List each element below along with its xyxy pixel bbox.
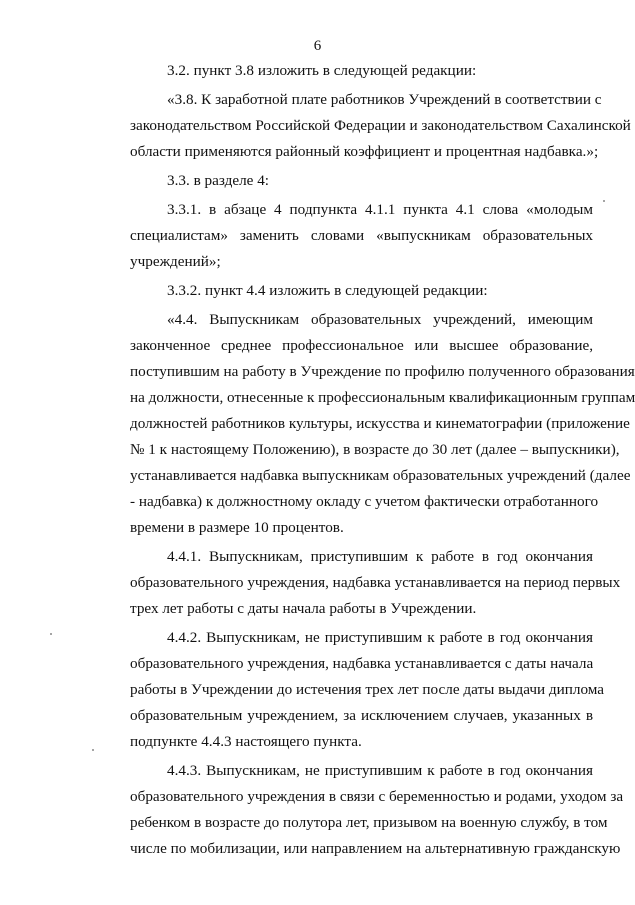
text-line: 3.3. в разделе 4: — [167, 172, 270, 189]
text-line: 3.3.2. пункт 4.4 изложить в следующей редакции: — [167, 282, 488, 299]
text-line: 3.3.1. в абзаце 4 подпункта 4.1.1 пункта 4.1 слова «молодым — [167, 201, 593, 218]
text-line: подпункте 4.4.3 настоящего пункта. — [130, 733, 362, 750]
paragraph-4-4-1 — [93, 544, 621, 622]
text-line: 4.4.2. Выпускникам, не приступившим к работе в год окончания — [167, 629, 593, 646]
text-line: «4.4. Выпускникам образовательных учреждений, имеющим — [167, 311, 593, 328]
text-line: должностей работников культуры, искусства и кинематографии (приложение — [130, 415, 630, 432]
text-line: работы в Учреждении до истечения трех лет после даты выдачи диплома — [130, 681, 605, 698]
text-line: числе по мобилизации, или направлением на альтернативную гражданскую — [130, 840, 621, 857]
text-line: образовательного учреждения, надбавка устанавливается с даты начала — [130, 655, 594, 672]
paragraph-3-3-2 — [93, 278, 593, 304]
scan-speck — [603, 200, 605, 202]
paragraph-3-3 — [93, 168, 593, 194]
text-line: 3.2. пункт 3.8 изложить в следующей редакции: — [167, 62, 477, 79]
text-line: 4.4.3. Выпускникам, не приступившим к работе в год окончания — [167, 762, 593, 779]
text-line: образовательного учреждения, надбавка устанавливается на период первых — [130, 574, 621, 591]
text-line: учреждений»; — [130, 253, 221, 270]
paragraph-3-8 — [93, 87, 631, 165]
page-number: 6 — [313, 38, 322, 54]
scan-speck — [50, 633, 52, 635]
text-line: образовательного учреждения в связи с беременностью и родами, уходом за — [130, 788, 624, 805]
text-line: «3.8. К заработной плате работников Учреждений в соответствии с — [167, 91, 602, 108]
scan-speck — [92, 749, 94, 751]
paragraph-4-4-3 — [93, 758, 624, 862]
text-line: на должности, отнесенные к профессиональным квалификационным группам — [130, 389, 635, 406]
text-line: законодательством Российской Федерации и законодательством Сахалинской — [130, 117, 631, 134]
text-line: ребенком в возрасте до полутора лет, призывом на военную службу, в том — [130, 814, 608, 831]
text-line: поступившим на работу в Учреждение по профилю полученного образования — [130, 363, 635, 380]
text-line: специалистам» заменить словами «выпускникам образовательных — [130, 227, 593, 244]
paragraph-4-4 — [93, 307, 635, 541]
text-line: трех лет работы с даты начала работы в Учреждении. — [130, 600, 477, 617]
paragraph-3-2 — [93, 58, 593, 84]
text-line: - надбавка) к должностному окладу с учетом фактически отработанного — [130, 493, 599, 510]
text-line: законченное среднее профессиональное или высшее образование, — [130, 337, 593, 354]
document-body — [93, 58, 635, 862]
text-line: образовательным учреждением, за исключением случаев, указанных в — [130, 707, 593, 724]
text-line: 4.4.1. Выпускникам, приступившим к работе в год окончания — [167, 548, 593, 565]
text-line: области применяются районный коэффициент и процентная надбавка.»; — [130, 143, 599, 160]
paragraph-3-3-1 — [93, 197, 593, 275]
text-line: устанавливается надбавка выпускникам образовательных учреждений (далее — [130, 467, 631, 484]
paragraph-4-4-2 — [93, 625, 605, 755]
text-line: времени в размере 10 процентов. — [130, 519, 344, 536]
text-line: № 1 к настоящему Положению), в возрасте до 30 лет (далее – выпускники), — [130, 441, 620, 458]
